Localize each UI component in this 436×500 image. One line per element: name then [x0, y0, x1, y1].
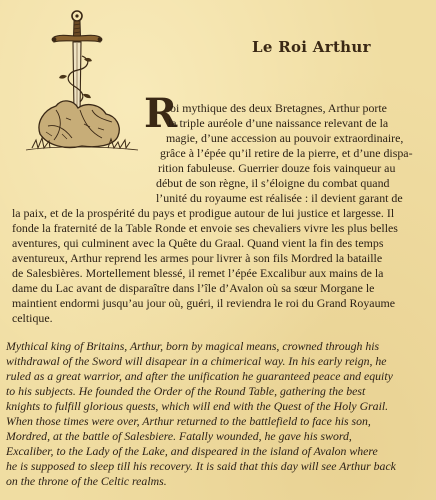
- french-line: oi mythique des deux Bretagnes, Arthur porte: [170, 101, 387, 115]
- sword-in-stone-illustration: [22, 6, 144, 154]
- english-line: Mordred, at the battle of Salesbiere. Fatally wounded, he gave his sword,: [6, 429, 352, 443]
- english-line: he is supposed to sleep till his recovery. It is said that this day will see Arthur back: [6, 459, 396, 473]
- french-line: maintient endormi jusqu’au jour où, guéri, il reviendra le roi du Grand Royaume: [12, 296, 396, 310]
- french-line: dame du Lac avant de disparaître dans l’île d’Avalon où sa sœur Morgane le: [12, 281, 375, 295]
- english-line: on the throne of the Celtic realms.: [6, 474, 167, 488]
- french-line: magie, d’une accession au pouvoir extraordinaire,: [166, 131, 404, 145]
- french-line: la triple auréole d’une naissance relevant de la: [168, 116, 389, 130]
- english-line: knights to fulfill glorious quests, which will end with the Quest of the Holy Grail.: [6, 399, 389, 413]
- english-line: to his subjects. He founded the Order of the Round Table, gathering the best: [6, 384, 366, 398]
- french-line: l’unité du royaume est réalisée : il devient garant de: [156, 191, 403, 205]
- english-line: ruled as a great warrior, and after the unification he guaranteed peace and equity: [6, 369, 393, 383]
- french-line: fonde la fraternité de la Table Ronde et envoie ses chevaliers vivre les plus belles: [12, 221, 398, 235]
- french-line: celtique.: [12, 311, 53, 325]
- drop-cap-letter: R: [144, 90, 178, 137]
- english-line: withdrawal of the Sword will disapear in a chimerical way. In his early reign, he: [6, 354, 387, 368]
- french-line: début de son règne, il s’éloigne du combat quand: [156, 176, 390, 190]
- french-line: rition fabuleuse. Guerrier douze fois vainqueur au: [158, 161, 396, 175]
- french-line: de Salesbières. Mortellement blessé, il remet l’épée Excalibur aux mains de la: [12, 266, 384, 280]
- french-line: grâce à l’épée qu’il retire de la pierre, et d’une dispa-: [160, 146, 413, 160]
- english-line: When those times were over, Arthur returned to the battlefield to face his son,: [6, 414, 371, 428]
- english-line: Excaliber, to the Lady of the Lake, and dispeared in the island of Avalon where: [6, 444, 378, 458]
- english-line: Mythical king of Britains, Arthur, born by magical means, crowned through his: [6, 339, 380, 353]
- page-title: Le Roi Arthur: [252, 38, 371, 56]
- french-line: aventureux, Arthur reprend les armes pour livrer à son fils Mordred la bataille: [12, 251, 383, 265]
- french-line: aventures, qui culminent avec la Quête du Graal. Quand vient la fin des temps: [12, 236, 384, 250]
- french-line: la paix, et de la prospérité du pays et prodigue autour de lui justice et largesse. Il: [12, 206, 395, 220]
